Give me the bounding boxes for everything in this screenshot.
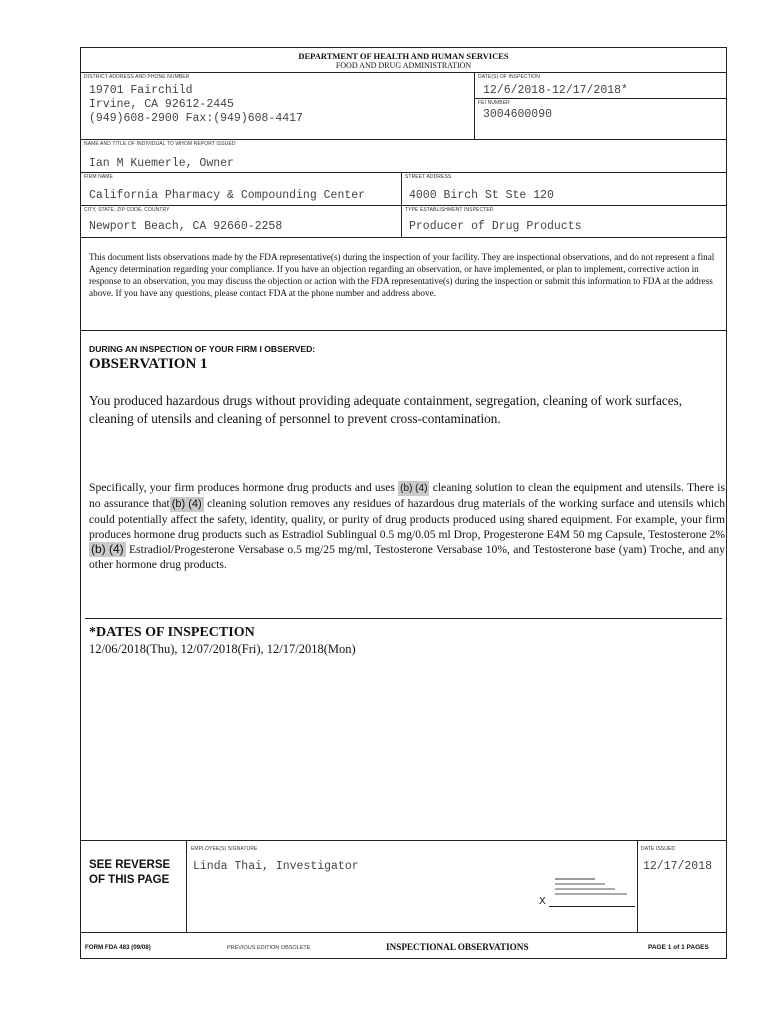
previous-edition-note: PREVIOUS EDITION OBSOLETE (227, 945, 311, 951)
type-value: Producer of Drug Products (409, 220, 582, 233)
fei-label: FEI NUMBER (478, 100, 510, 106)
district-label: DISTRICT ADDRESS AND PHONE NUMBER (84, 74, 190, 80)
detail-part-2: cleaning solution to clean the equipment and utensils. There is no assurance that (89, 481, 725, 510)
fda-483-form (80, 47, 727, 959)
form-number: FORM FDA 483 (09/08) (85, 944, 151, 951)
redaction-b4: (b) (4) (171, 498, 202, 510)
employee-signature-value: Linda Thai, Investigator (193, 860, 359, 873)
inspection-dates-label: DATE(S) OF INSPECTION (478, 74, 541, 80)
footer-title: INSPECTIONAL OBSERVATIONS (386, 942, 529, 952)
city-value: Newport Beach, CA 92660-2258 (89, 220, 283, 233)
detail-part-3: cleaning solution removes any residues of hazardous drug materials of the working surface and utensils which could potentially affect the safety, identity, quality, or purity of drug products produced using shared equipment. For example, your firm produces hormone drug products such as Estradiol Sublingual 0.5 mg/0.05 ml Drop, Progesterone E4M 50 mg Capsule, Testosterone 2% (89, 497, 725, 541)
agency-heading: FOOD AND DRUG ADMINISTRATION (335, 61, 472, 70)
district-line2: Irvine, CA 92612-2445 (89, 98, 234, 111)
district-line3: (949)608-2900 Fax:(949)608-4417 (89, 112, 303, 125)
signature-x-mark: X (539, 896, 546, 907)
street-value: 4000 Birch St Ste 120 (409, 189, 554, 202)
department-heading: DEPARTMENT OF HEALTH AND HUMAN SERVICES (298, 51, 509, 61)
see-reverse-text: SEE REVERSE OF THIS PAGE (89, 859, 171, 886)
observation-title: OBSERVATION 1 (89, 356, 208, 372)
detail-part-1: Specifically, your firm produces hormone drug products and uses (89, 481, 395, 494)
firm-name-label: FIRM NAME (84, 174, 113, 180)
city-label: CITY, STATE, ZIP CODE, COUNTRY (84, 207, 170, 213)
recipient-value: Ian M Kuemerle, Owner (89, 157, 234, 170)
date-issued-value: 12/17/2018 (643, 860, 713, 873)
street-label: STREET ADDRESS (405, 174, 452, 180)
firm-name-value: California Pharmacy & Compounding Center (89, 189, 366, 202)
digital-signature-stamp (551, 878, 633, 902)
dates-section-value: 12/06/2018(Thu), 12/07/2018(Fri), 12/17/2018(Mon) (89, 642, 356, 656)
redaction-b4: (b) (4) (91, 542, 124, 556)
observation-summary: You produced hazardous drugs without providing adequate containment, segregation, cleaning of work surfaces, cleaning of utensils and cleaning of personnel to prevent cross-contamination. (89, 393, 683, 426)
detail-part-4: Estradiol/Progesterone Versabase o.5 mg/25 mg/ml, Testosterone Versabase 10%, and Testosterone base (yam) Troche, and any other hormone drug products. (89, 543, 725, 571)
inspection-dates-value: 12/6/2018-12/17/2018* (483, 84, 628, 97)
page-count: PAGE 1 of 1 PAGES (648, 944, 709, 951)
observation-detail (89, 480, 725, 572)
date-issued-label: DATE ISSUED (641, 846, 676, 852)
notice-text: This document lists observations made by the FDA representative(s) during the inspection of your facility. They are inspectional observations, and do not represent a final Agency determination regarding your compliance. If you have an objection regarding an observation, or have implemented, or plan to implement, corrective action in response to an observation, you may discuss the objection or action with the FDA representative(s) during the inspection or submit this information to FDA at the address above. If you have any questions, please contact FDA at the phone number and address above. (89, 252, 715, 298)
district-line1: 19701 Fairchild (89, 84, 193, 97)
type-label: TYPE ESTABLISHMENT INSPECTED (405, 207, 494, 213)
redaction-b4: (b) (4) (400, 483, 428, 494)
recipient-label: NAME AND TITLE OF INDIVIDUAL TO WHOM REPORT ISSUED (84, 141, 236, 147)
dates-section-title: *DATES OF INSPECTION (89, 625, 255, 640)
observations-intro: DURING AN INSPECTION OF YOUR FIRM I OBSERVED: (89, 344, 316, 354)
employee-signature-label: EMPLOYEE(S) SIGNATURE (191, 846, 258, 852)
fei-value: 3004600090 (483, 108, 553, 121)
